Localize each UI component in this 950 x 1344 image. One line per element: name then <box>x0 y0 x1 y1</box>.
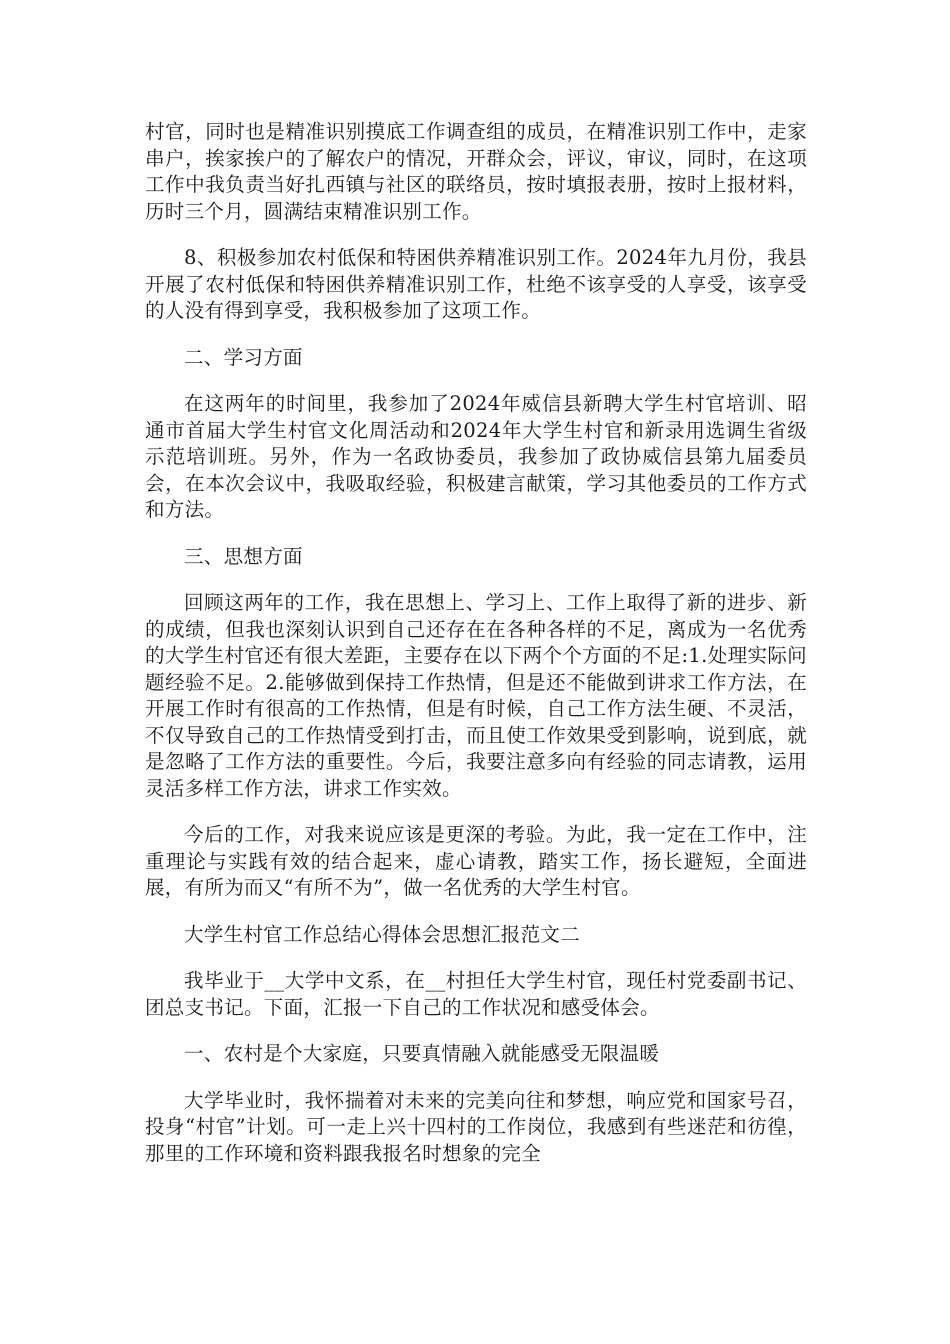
document-page <box>145 119 807 1167</box>
paragraph-study: 在这两年的时间里，我参加了2024年威信县新聘大学生村官培训、昭通市首届大学生村官文化周活动和2024年大学生村官和新录用选调生省级示范培训班。另外，作为一名政协委员，我参加了政协威信县第九届委员会，在本次会议中，我吸取经验，积极建言献策，学习其他委员的工作方式和方法。 <box>145 392 807 521</box>
section-heading-village-family: 一、农村是个大家庭，只要真情融入就能感受无限温暖 <box>184 1042 660 1065</box>
paragraph-graduation: 大学毕业时，我怀揣着对未来的完美向往和梦想，响应党和国家号召，投身“村官”计划。可一走上兴十四村的工作岗位，我感到有些迷茫和彷徨，那里的工作环境和资料跟我报名时想象的完全 <box>145 1088 807 1165</box>
paragraph-item-8: 8、积极参加农村低保和特困供养精准识别工作。2024年九月份，我县开展了农村低保和特困供养精准识别工作，杜绝不该享受的人享受，该享受的人没有得到享受，我积极参加了这项工作。 <box>145 246 807 322</box>
section-heading-study: 二、学习方面 <box>184 345 303 369</box>
paragraph-future: 今后的工作，对我来说应该是更深的考验。为此，我一定在工作中，注重理论与实践有效的结合起来，虚心请教，踏实工作，扬长避短，全面进展，有所为而又“有所不为”，做一名优秀的大学生村官。 <box>145 823 807 899</box>
paragraph-review: 回顾这两年的工作，我在思想上、学习上、工作上取得了新的进步、新的成绩，但我也深刻认识到自己还存在在各种各样的不足，离成为一名优秀的大学生村官还有很大差距，主要存在以下两个个方面的不足:1.处理实际问题经验不足。2.能够做到保持工作热情，但是还不能做到讲求工作方法，在开展工作时有很高的工作热情，但是有时候，自己工作方法生硬、不灵活，不仅导致自己的工作热情受到打击，而且使工作效果受到影响，说到底，就是忽略了工作方法的重要性。今后，我要注意多向有经验的同志请教，运用灵活多样工作方法，讲求工作实效。 <box>145 591 807 800</box>
paragraph-intro: 我毕业于__大学中文系，在__村担任大学生村官，现任村党委副书记、团总支书记。下面，汇报一下自己的工作状况和感受体会。 <box>145 969 807 1019</box>
paragraph-continuation: 村官，同时也是精准识别摸底工作调查组的成员，在精准识别工作中，走家串户，挨家挨户的了解农户的情况，开群众会，评议，审议，同时，在这项工作中我负责当好扎西镇与社区的联络员，按时填报表册，按时上报材料，历时三个月，圆满结束精准识别工作。 <box>145 120 807 223</box>
article-title-two: 大学生村官工作总结心得体会思想汇报范文二 <box>184 922 581 946</box>
section-heading-thought: 三、思想方面 <box>184 544 303 568</box>
